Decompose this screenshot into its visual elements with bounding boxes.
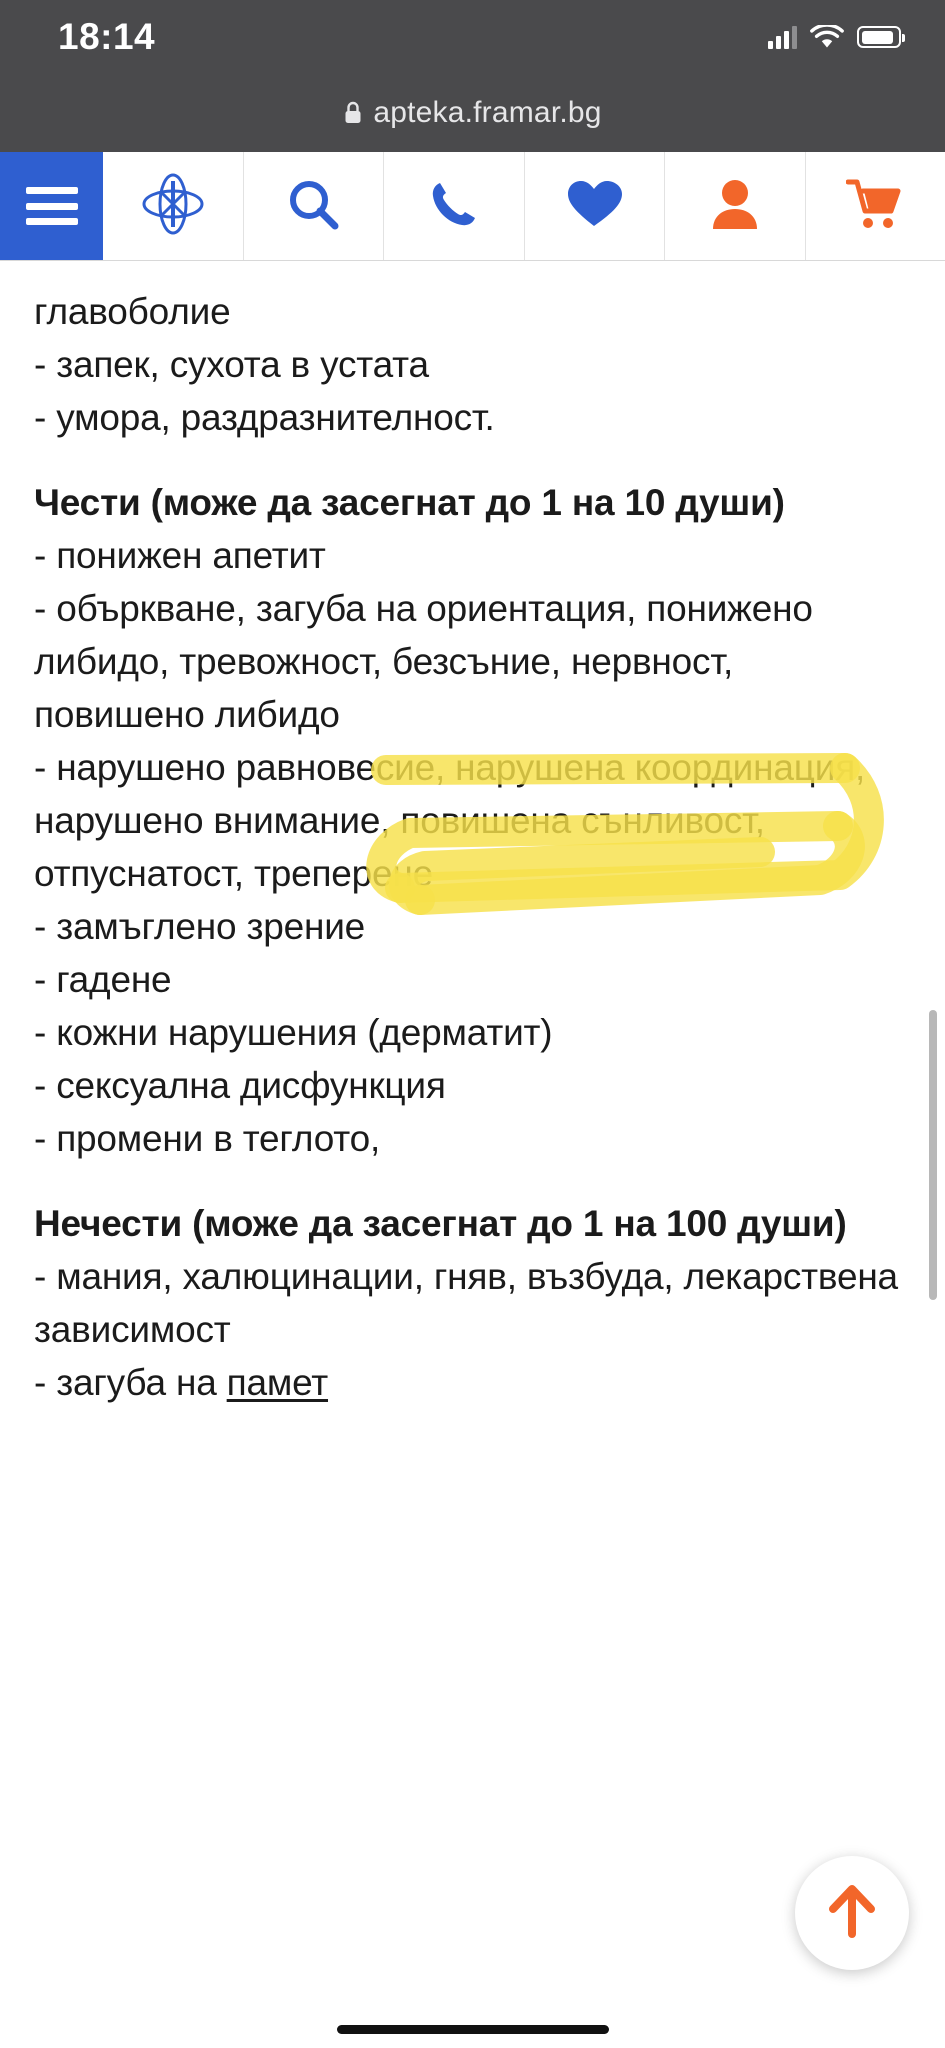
search-button[interactable] xyxy=(244,152,385,260)
list-item-underlined: - загуба на памет xyxy=(34,1362,329,1403)
lock-icon xyxy=(343,100,363,126)
search-icon xyxy=(286,177,340,236)
list-item: - гадене xyxy=(34,959,172,1000)
article-content xyxy=(0,261,945,1409)
shopping-cart-icon xyxy=(846,177,904,236)
hamburger-menu-icon xyxy=(26,187,78,225)
status-indicators xyxy=(768,25,901,50)
account-button[interactable] xyxy=(665,152,806,260)
phone-icon xyxy=(428,178,480,235)
content-line: - запек, сухота в устата xyxy=(34,344,429,385)
battery-icon xyxy=(857,26,901,48)
section-heading-uncommon: Нечести (може да засегнат до 1 на 100 души) xyxy=(34,1203,847,1244)
arrow-up-icon xyxy=(825,1882,879,1945)
phone-button[interactable] xyxy=(384,152,525,260)
status-bar xyxy=(0,0,945,74)
underlined-word: памет xyxy=(226,1362,329,1403)
back-to-top-button[interactable] xyxy=(795,1856,909,1970)
list-item: - нарушено равновесие, нарушена координация, нарушено внимание, повишена сънливост, отпуснатост, треперене xyxy=(34,747,866,894)
list-item: - понижен апетит xyxy=(34,535,326,576)
list-item: - мания, халюцинации, гняв, възбуда, лекарствена зависимост xyxy=(34,1256,898,1350)
home-indicator xyxy=(337,2025,609,2034)
list-item: - кожни нарушения (дерматит) xyxy=(34,1012,553,1053)
content-line: главоболие xyxy=(34,291,231,332)
content-line: - умора, раздразнителност. xyxy=(34,397,495,438)
cellular-signal-icon xyxy=(768,25,797,49)
scrollbar-thumb[interactable] xyxy=(929,1010,937,1300)
list-item: - промени в теглото, xyxy=(34,1118,381,1159)
user-account-icon xyxy=(709,177,761,236)
list-item: - замъглено зрение xyxy=(34,906,366,947)
heart-icon xyxy=(566,178,622,235)
url-text: apteka.framar.bg xyxy=(373,96,602,129)
site-toolbar xyxy=(0,152,945,261)
section-heading-common: Чести (може да засегнат до 1 на 10 души) xyxy=(34,482,785,523)
favorites-button[interactable] xyxy=(525,152,666,260)
wifi-icon xyxy=(810,25,844,50)
url-bar[interactable] xyxy=(0,74,945,152)
spacer xyxy=(34,1165,911,1197)
site-logo-button[interactable] xyxy=(103,152,244,260)
cart-button[interactable] xyxy=(806,152,945,260)
pharmacy-logo-icon xyxy=(142,173,204,240)
spacer xyxy=(34,444,911,476)
menu-button[interactable] xyxy=(0,152,103,260)
status-time: 18:14 xyxy=(58,16,156,57)
browser-chrome xyxy=(0,0,945,152)
list-item: - сексуална дисфункция xyxy=(34,1065,446,1106)
list-item: - объркване, загуба на ориентация, понижено либидо, тревожност, безсъние, нервност, повишено либидо xyxy=(34,588,813,735)
